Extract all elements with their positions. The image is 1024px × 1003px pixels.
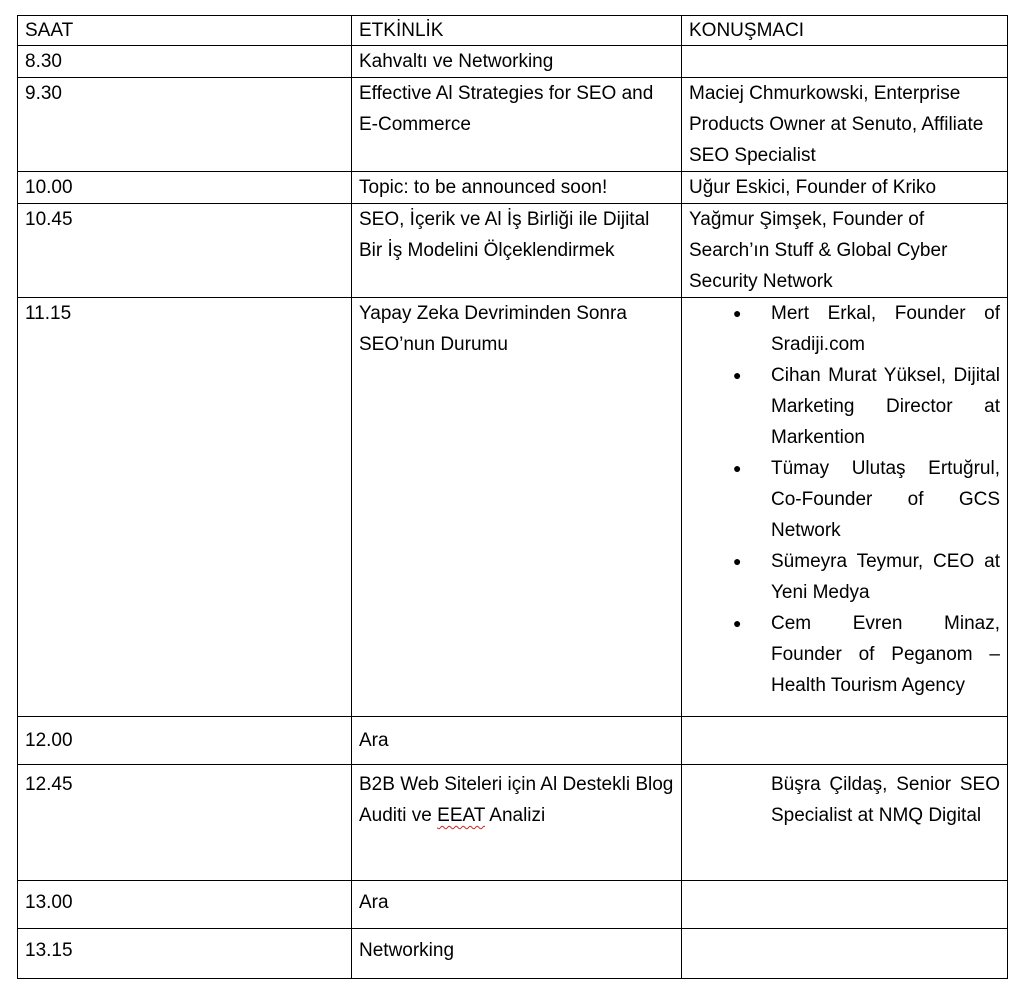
header-event: ETKİNLİK <box>352 16 682 46</box>
table-row <box>18 46 1008 78</box>
event-cell: Ara <box>352 881 682 929</box>
speaker-list <box>689 298 1000 701</box>
event-text: Analizi <box>489 805 546 826</box>
list-item <box>689 546 1000 608</box>
list-item <box>689 608 1000 701</box>
event-cell: Networking <box>352 929 682 979</box>
table-row <box>18 172 1008 204</box>
bullet-icon: ● <box>733 615 742 631</box>
event-cell: Effective Al Strategies for SEO and E-Commerce <box>352 78 682 172</box>
speaker-name: Cihan Murat Yüksel, Dijital Marketing Director at Markention <box>771 365 1000 448</box>
header-time: SAAT <box>18 16 352 46</box>
event-cell: Ara <box>352 717 682 765</box>
speaker-cell <box>682 929 1008 979</box>
time-cell: 13.00 <box>18 881 352 929</box>
bullet-icon: ● <box>733 305 742 321</box>
table-row <box>18 298 1008 717</box>
speaker-text: Büşra Çildaş, Senior SEO Specialist at NMQ Digital <box>771 774 1000 826</box>
table-row <box>18 881 1008 929</box>
speaker-cell <box>682 46 1008 78</box>
time-cell: 8.30 <box>18 46 352 78</box>
table-row <box>18 929 1008 979</box>
speaker-name: Cem Evren Minaz, Founder of Peganom – Health Tourism Agency <box>771 613 1000 696</box>
event-text: B2B Web Siteleri için Al Destekli Blog Auditi ve <box>359 774 674 826</box>
table-row <box>18 717 1008 765</box>
spellcheck-marked-word: EEAT <box>437 805 486 826</box>
time-cell: 13.15 <box>18 929 352 979</box>
speaker-name: Tümay Ulutaş Ertuğrul, Co-Founder of GCS Network <box>771 458 1000 541</box>
time-cell: 9.30 <box>18 78 352 172</box>
event-cell: Yapay Zeka Devriminden Sonra SEO’nun Durumu <box>352 298 682 717</box>
speaker-cell <box>682 298 1008 717</box>
speaker-cell <box>682 881 1008 929</box>
header-speaker: KONUŞMACI <box>682 16 1008 46</box>
event-cell <box>352 765 682 881</box>
schedule-table <box>17 15 1008 979</box>
time-cell: 12.45 <box>18 765 352 881</box>
speaker-cell: Uğur Eskici, Founder of Kriko <box>682 172 1008 204</box>
time-cell: 11.15 <box>18 298 352 717</box>
list-item <box>689 298 1000 360</box>
bullet-icon: ● <box>733 460 742 476</box>
speaker-cell: Maciej Chmurkowski, Enterprise Products Owner at Senuto, Affiliate SEO Specialist <box>682 78 1008 172</box>
table-header-row <box>18 16 1008 46</box>
speaker-name: Mert Erkal, Founder of Sradiji.com <box>771 303 1000 355</box>
event-cell: Topic: to be announced soon! <box>352 172 682 204</box>
time-cell: 10.00 <box>18 172 352 204</box>
speaker-cell <box>682 765 1008 881</box>
time-cell: 12.00 <box>18 717 352 765</box>
list-item <box>689 453 1000 546</box>
event-cell: Kahvaltı ve Networking <box>352 46 682 78</box>
list-item <box>689 360 1000 453</box>
event-cell: SEO, İçerik ve Al İş Birliği ile Dijital Bir İş Modelini Ölçeklendirmek <box>352 204 682 298</box>
speaker-name: Sümeyra Teymur, CEO at Yeni Medya <box>771 551 1000 603</box>
time-cell: 10.45 <box>18 204 352 298</box>
table-row <box>18 78 1008 172</box>
bullet-icon: ● <box>733 553 742 569</box>
bullet-icon: ● <box>733 367 742 383</box>
speaker-cell <box>682 717 1008 765</box>
table-row <box>18 204 1008 298</box>
speaker-cell: Yağmur Şimşek, Founder of Search’ın Stuff & Global Cyber Security Network <box>682 204 1008 298</box>
table-row <box>18 765 1008 881</box>
